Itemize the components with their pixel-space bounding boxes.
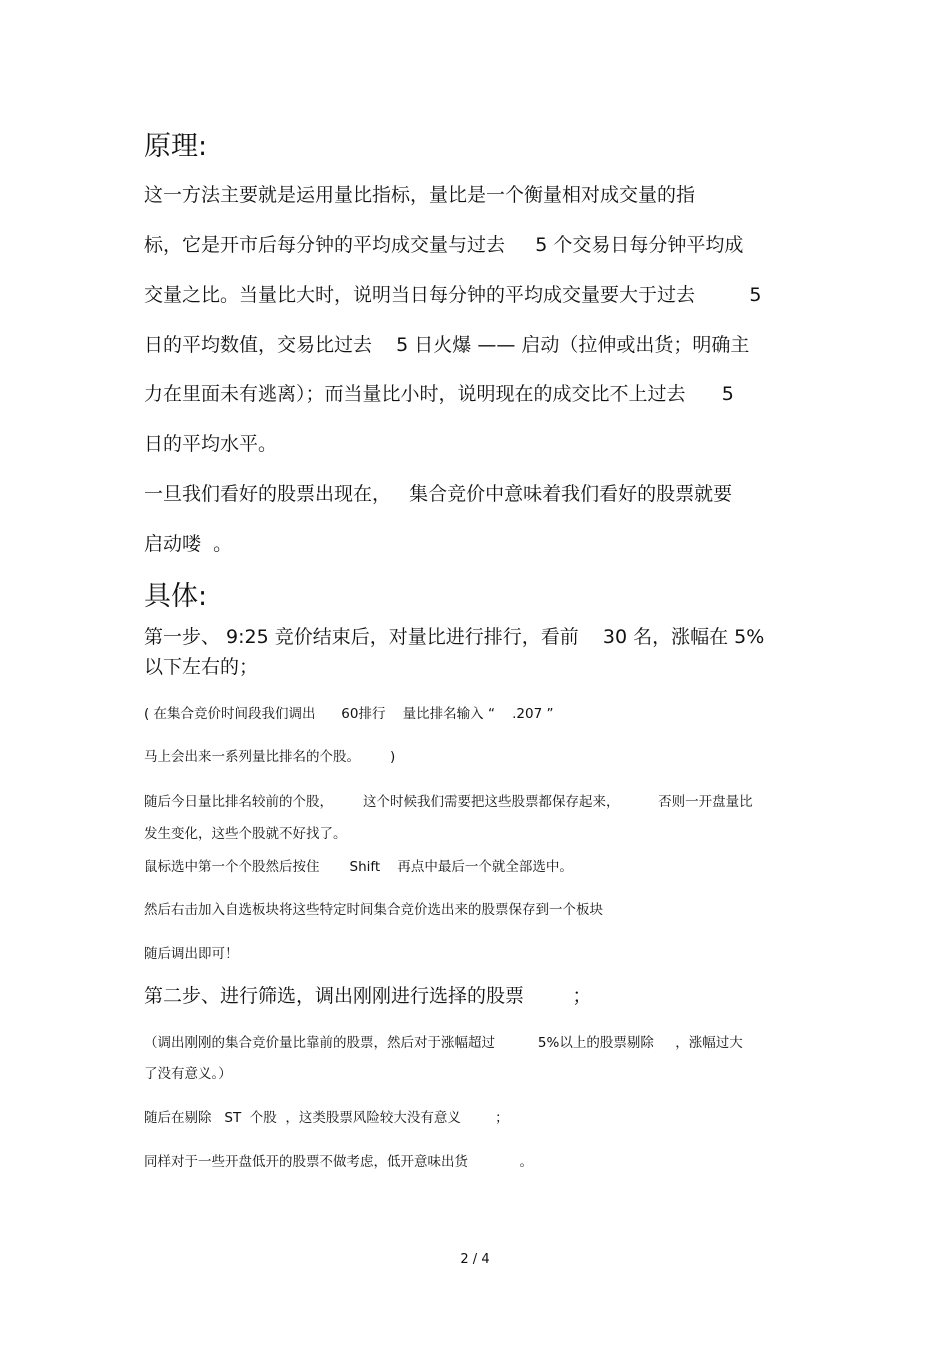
step2-note: 随后在剔除 ST 个股 ，这类股票风险较大没有意义 ； xyxy=(144,1110,509,1126)
step1-note: 马上会出来一系列量比排名的个股。 ) xyxy=(144,749,396,765)
heading-specific: 具体: xyxy=(144,581,208,612)
step1-note: 随后调出即可！ xyxy=(144,946,239,962)
step2-note: （调出刚刚的集合竞价量比靠前的股票，然后对于涨幅超过 5%以上的股票剔除 ，涨幅过大 xyxy=(144,1035,743,1051)
principle-line: 一旦我们看好的股票出现在， 集合竞价中意味着我们看好的股票就要 xyxy=(144,483,733,505)
principle-line: 力在里面未有逃离）；而当量比小时，说明现在的成交比不上过去 5 xyxy=(144,383,734,405)
principle-line: 这一方法主要就是运用量比指标，量比是一个衡量相对成交量的指 xyxy=(144,184,696,206)
step2-title: 第二步、进行筛选，调出刚刚进行选择的股票 ； xyxy=(144,985,592,1007)
heading-principle: 原理: xyxy=(144,131,208,162)
step1-note: 然后右击加入自选板块将这些特定时间集合竞价选出来的股票保存到一个板块 xyxy=(144,902,603,918)
principle-line: 标，它是开市后每分钟的平均成交量与过去 5 个交易日每分钟平均成 xyxy=(144,234,744,256)
step2-note: 同样对于一些开盘低开的股票不做考虑，低开意味出货 。 xyxy=(144,1154,533,1170)
principle-line: 交量之比。当量比大时，说明当日每分钟的平均成交量要大于过去 5 xyxy=(144,284,762,306)
page-number: 2 / 4 xyxy=(460,1252,490,1267)
step1-title-line: 第一步、 9:25 竞价结束后，对量比进行排行，看前 30 名，涨幅在 5% xyxy=(144,626,765,648)
principle-line: 启动喽 。 xyxy=(144,533,233,555)
principle-line: 日的平均水平。 xyxy=(144,433,278,455)
step1-title-line: 以下左右的； xyxy=(144,656,259,678)
step2-note: 了没有意义。） xyxy=(144,1066,232,1082)
step1-note: 鼠标选中第一个个股然后按住 Shift 再点中最后一个就全部选中。 xyxy=(144,859,573,875)
step1-note: 随后今日量比排名较前的个股， 这个时候我们需要把这些股票都保存起来， 否则一开盘量比 xyxy=(144,794,753,810)
step1-note: 发生变化，这些个股就不好找了。 xyxy=(144,826,347,842)
step1-note: ( 在集合竞价时间段我们调出 60排行 量比排名输入 “ .207 ” xyxy=(144,706,554,722)
principle-line: 日的平均数值，交易比过去 5 日火爆 —— 启动（拉伸或出货；明确主 xyxy=(144,334,750,356)
